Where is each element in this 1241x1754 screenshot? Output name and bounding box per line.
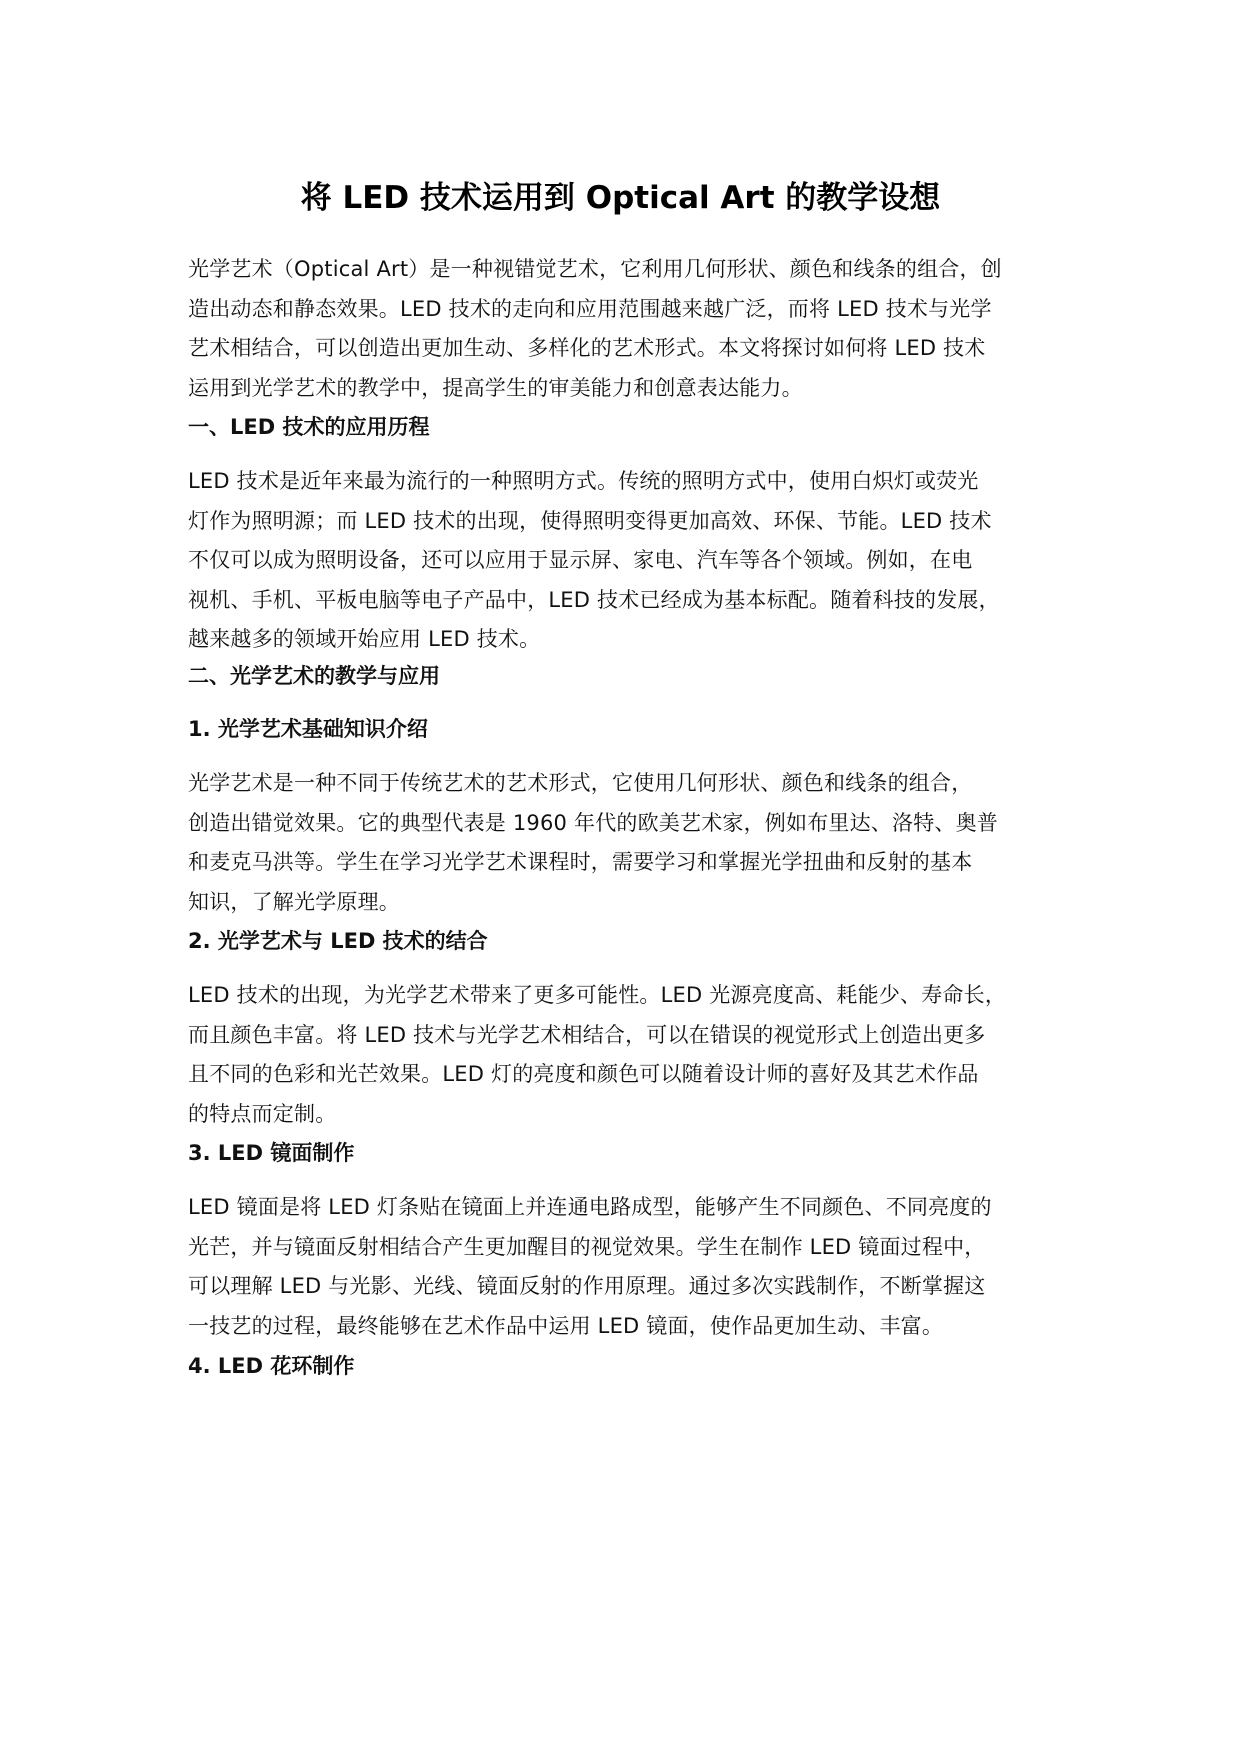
paragraph-line: LED 镜面是将 LED 灯条贴在镜面上并连通电路成型，能够产生不同颜色、不同亮度的 [188,1195,992,1219]
subsection-heading-1: 1. 光学艺术基础知识介绍 [188,717,428,741]
paragraph-line: 越来越多的领域开始应用 LED 技术。 [188,627,541,651]
subsection2-paragraph [188,976,1088,1134]
section1-paragraph [188,462,1088,660]
subsection-heading-3: 3. LED 镜面制作 [188,1141,355,1165]
paragraph-line: 且不同的色彩和光芒效果。LED 灯的亮度和颜色可以随着设计师的喜好及其艺术作品 [188,1062,979,1086]
paragraph-line: 运用到光学艺术的教学中，提高学生的审美能力和创意表达能力。 [188,375,803,400]
section-heading-1: 一、LED 技术的应用历程 [188,415,430,439]
subsection-heading-4: 4. LED 花环制作 [188,1354,355,1378]
paragraph-line: 和麦克马洪等。学生在学习光学艺术课程时，需要学习和掌握光学扭曲和反射的基本 [188,850,973,874]
paragraph-line: 而且颜色丰富。将 LED 技术与光学艺术相结合，可以在错误的视觉形式上创造出更多 [188,1022,986,1047]
paragraph-line: 一技艺的过程，最终能够在艺术作品中运用 LED 镜面，使作品更加生动、丰富。 [188,1313,944,1338]
section-heading-2: 二、光学艺术的教学与应用 [188,664,440,688]
paragraph-line: 可以理解 LED 与光影、光线、镜面反射的作用原理。通过多次实践制作，不断掌握这 [188,1274,986,1298]
document-title: 将 LED 技术运用到 Optical Art 的教学设想 [300,180,941,216]
intro-paragraph [188,250,1088,408]
paragraph-line: 知识，了解光学原理。 [188,889,400,914]
paragraph-line: LED 技术的出现，为光学艺术带来了更多可能性。LED 光源亮度高、耗能少、寿命长， [188,983,1007,1007]
paragraph-line: 创造出错觉效果。它的典型代表是 1960 年代的欧美艺术家，例如布里达、洛特、奥普 [188,810,998,835]
paragraph-line: 光学艺术（Optical Art）是一种视错觉艺术，它利用几何形状、颜色和线条的组合，创 [188,257,1002,281]
paragraph-line: 的特点而定制。 [188,1101,337,1126]
subsection3-paragraph [188,1188,1088,1346]
subsection1-paragraph [188,764,1088,922]
paragraph-line: 艺术相结合，可以创造出更加生动、多样化的艺术形式。本文将探讨如何将 LED 技术 [188,336,986,360]
paragraph-line: 灯作为照明源；而 LED 技术的出现，使得照明变得更加高效、环保、节能。LED 技术 [188,508,992,533]
paragraph-line: 不仅可以成为照明设备，还可以应用于显示屏、家电、汽车等各个领域。例如，在电 [188,548,973,572]
subsection-heading-2: 2. 光学艺术与 LED 技术的结合 [188,929,488,953]
paragraph-line: 光芒，并与镜面反射相结合产生更加醒目的视觉效果。学生在制作 LED 镜面过程中， [188,1234,986,1259]
paragraph-line: 光学艺术是一种不同于传统艺术的艺术形式，它使用几何形状、颜色和线条的组合， [188,771,973,795]
paragraph-line: 造出动态和静态效果。LED 技术的走向和应用范围越来越广泛，而将 LED 技术与光学 [188,296,992,321]
paragraph-line: 视机、手机、平板电脑等电子产品中，LED 技术已经成为基本标配。随着科技的发展， [188,587,1000,612]
paragraph-line: LED 技术是近年来最为流行的一种照明方式。传统的照明方式中，使用白炽灯或荧光 [188,469,979,493]
